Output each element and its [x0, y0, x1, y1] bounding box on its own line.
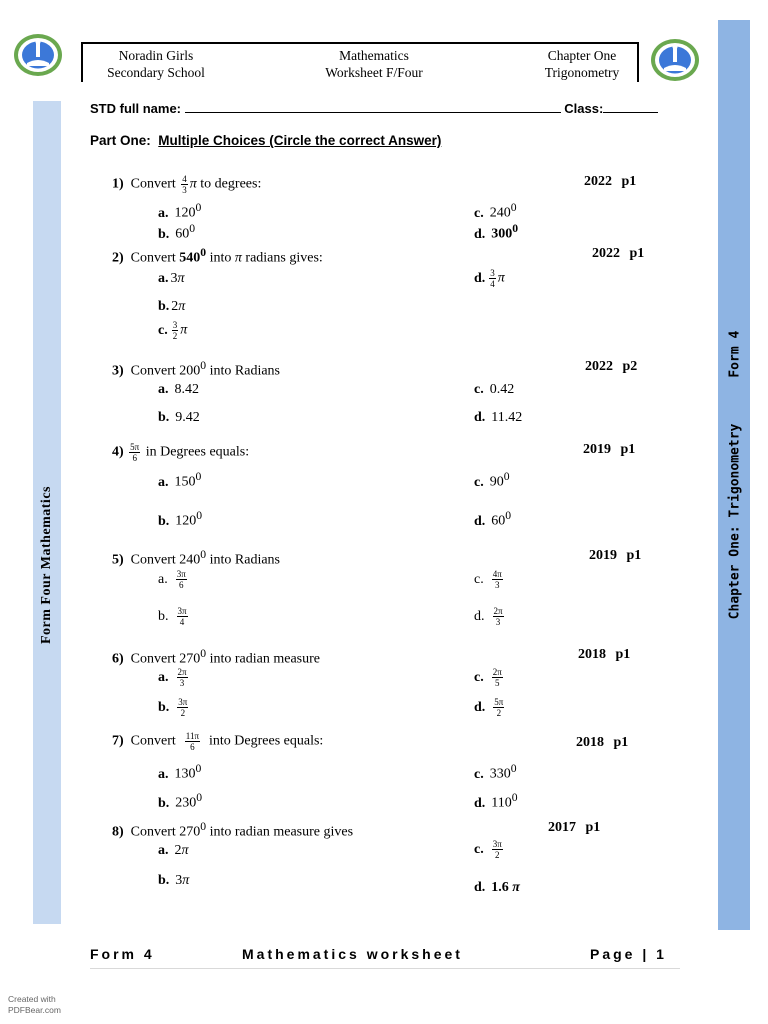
part-prefix: Part One:: [90, 133, 151, 148]
option-b[interactable]: b. $\frac{3\pi}{4}$: [158, 606, 187, 627]
footer-form: Form 4: [90, 946, 155, 962]
question-year: 2022 p1: [584, 174, 637, 189]
left-side-label: Form Four Mathematics: [39, 486, 54, 644]
question-year: 2018 p1: [576, 735, 629, 750]
question-8: 8) Convert $270^0$ into radian measure gives: [112, 820, 354, 840]
option-a[interactable]: a. $\frac{3\pi}{6}$: [158, 569, 186, 590]
option-b[interactable]: b. 2π: [158, 299, 186, 314]
school-line-2: Secondary School: [107, 65, 205, 80]
question-1: 1) Convert $\frac{4}{3}$ π to degrees:: [112, 174, 262, 195]
subject-line-2: Worksheet F/Four: [325, 65, 423, 80]
option-d[interactable]: d. $300^0$: [474, 222, 519, 242]
option-b[interactable]: b. $230^0$: [158, 791, 203, 811]
option-c[interactable]: c. $240^0$: [474, 201, 517, 221]
option-c[interactable]: c. $\frac{4\pi}{3}$: [474, 569, 502, 590]
right-side-label: [728, 331, 743, 620]
question-3: 3) Convert $200^0$ into Radians: [112, 359, 280, 379]
footer-divider: [90, 968, 680, 969]
header-chapter: [530, 47, 634, 81]
question-year: 2022 p2: [585, 359, 638, 374]
option-b[interactable]: b. $\frac{3\pi}{2}$: [158, 697, 188, 718]
question-5: 5) Convert $240^0$ into Radians: [112, 548, 280, 568]
option-a[interactable]: a. $130^0$: [158, 762, 202, 782]
subject-line-1: Mathematics: [339, 48, 409, 63]
option-d[interactable]: d. $60^0$: [474, 509, 512, 529]
class-label: Class:: [564, 101, 604, 116]
question-4: 4) $\frac{5\pi}{6}$ in Degrees equals:: [112, 442, 250, 463]
option-a[interactable]: a. $120^0$: [158, 201, 202, 221]
option-c[interactable]: c. 0.42: [474, 382, 515, 397]
option-d[interactable]: d. 1.6 π: [474, 880, 520, 895]
option-b[interactable]: b. 3π: [158, 873, 190, 888]
option-a[interactable]: a. 2π: [158, 843, 189, 858]
option-c[interactable]: c. $\frac{3\pi}{2}$: [474, 839, 502, 860]
option-d[interactable]: d. $\frac{2\pi}{3}$: [474, 606, 503, 627]
fraction: $\frac{4}{3}$: [182, 174, 187, 195]
option-c[interactable]: c. $90^0$: [474, 470, 510, 490]
option-c[interactable]: c. $330^0$: [474, 762, 517, 782]
school-logo-icon: [13, 33, 63, 77]
question-6: 6) Convert $270^0$ into radian measure: [112, 647, 321, 667]
question-2: 2) Convert $540^0$ into π radians gives:: [112, 246, 323, 266]
chapter-line-2: Trigonometry: [544, 65, 620, 80]
question-year: 2019 p1: [583, 442, 636, 457]
option-d[interactable]: d. $110^0$: [474, 791, 518, 811]
question-year: 2018 p1: [578, 647, 631, 662]
footer-title: Mathematics worksheet: [242, 946, 463, 962]
option-a[interactable]: a. 8.42: [158, 382, 199, 397]
pdfbear-watermark: Created with PDFBear.com: [8, 994, 61, 1015]
student-info-line: [90, 100, 667, 116]
option-d[interactable]: d. $\frac{5\pi}{2}$: [474, 697, 504, 718]
option-c[interactable]: c. $\frac{3}{2}$ π: [158, 320, 188, 341]
right-side-form: Form 4: [727, 330, 743, 378]
part-one-title: [90, 133, 441, 148]
question-year: 2017 p1: [548, 820, 601, 835]
std-name-label: STD full name:: [90, 101, 182, 116]
header-subject: [298, 47, 450, 81]
question-year: 2022 p1: [592, 246, 645, 261]
option-d[interactable]: d. $\frac{3}{4}$ π: [474, 268, 505, 289]
header-school: [82, 47, 230, 81]
class-field[interactable]: [603, 100, 658, 113]
part-heading: Multiple Choices (Circle the correct Answer): [158, 133, 442, 148]
school-line-1: Noradin Girls: [118, 48, 194, 63]
footer-page: Page | 1: [590, 946, 667, 962]
option-c[interactable]: c. $\frac{2\pi}{5}$: [474, 667, 502, 688]
school-logo-icon: [650, 38, 700, 82]
option-a[interactable]: a. 3π: [158, 271, 185, 286]
question-7: 7) Convert $\frac{11\pi}{6}$ into Degrees equals:: [112, 731, 324, 752]
question-year: 2019 p1: [589, 548, 642, 563]
option-d[interactable]: d. 11.42: [474, 410, 523, 425]
option-a[interactable]: a. $\frac{2\pi}{3}$: [158, 667, 187, 688]
option-b[interactable]: b. 9.42: [158, 410, 200, 425]
right-side-chapter: Chapter One: Trigonometry: [727, 423, 743, 620]
option-b[interactable]: b. $120^0$: [158, 509, 203, 529]
chapter-line-1: Chapter One: [547, 48, 617, 63]
option-a[interactable]: a. $150^0$: [158, 470, 202, 490]
std-name-field[interactable]: [185, 100, 561, 113]
option-b[interactable]: b. $60^0$: [158, 222, 196, 242]
